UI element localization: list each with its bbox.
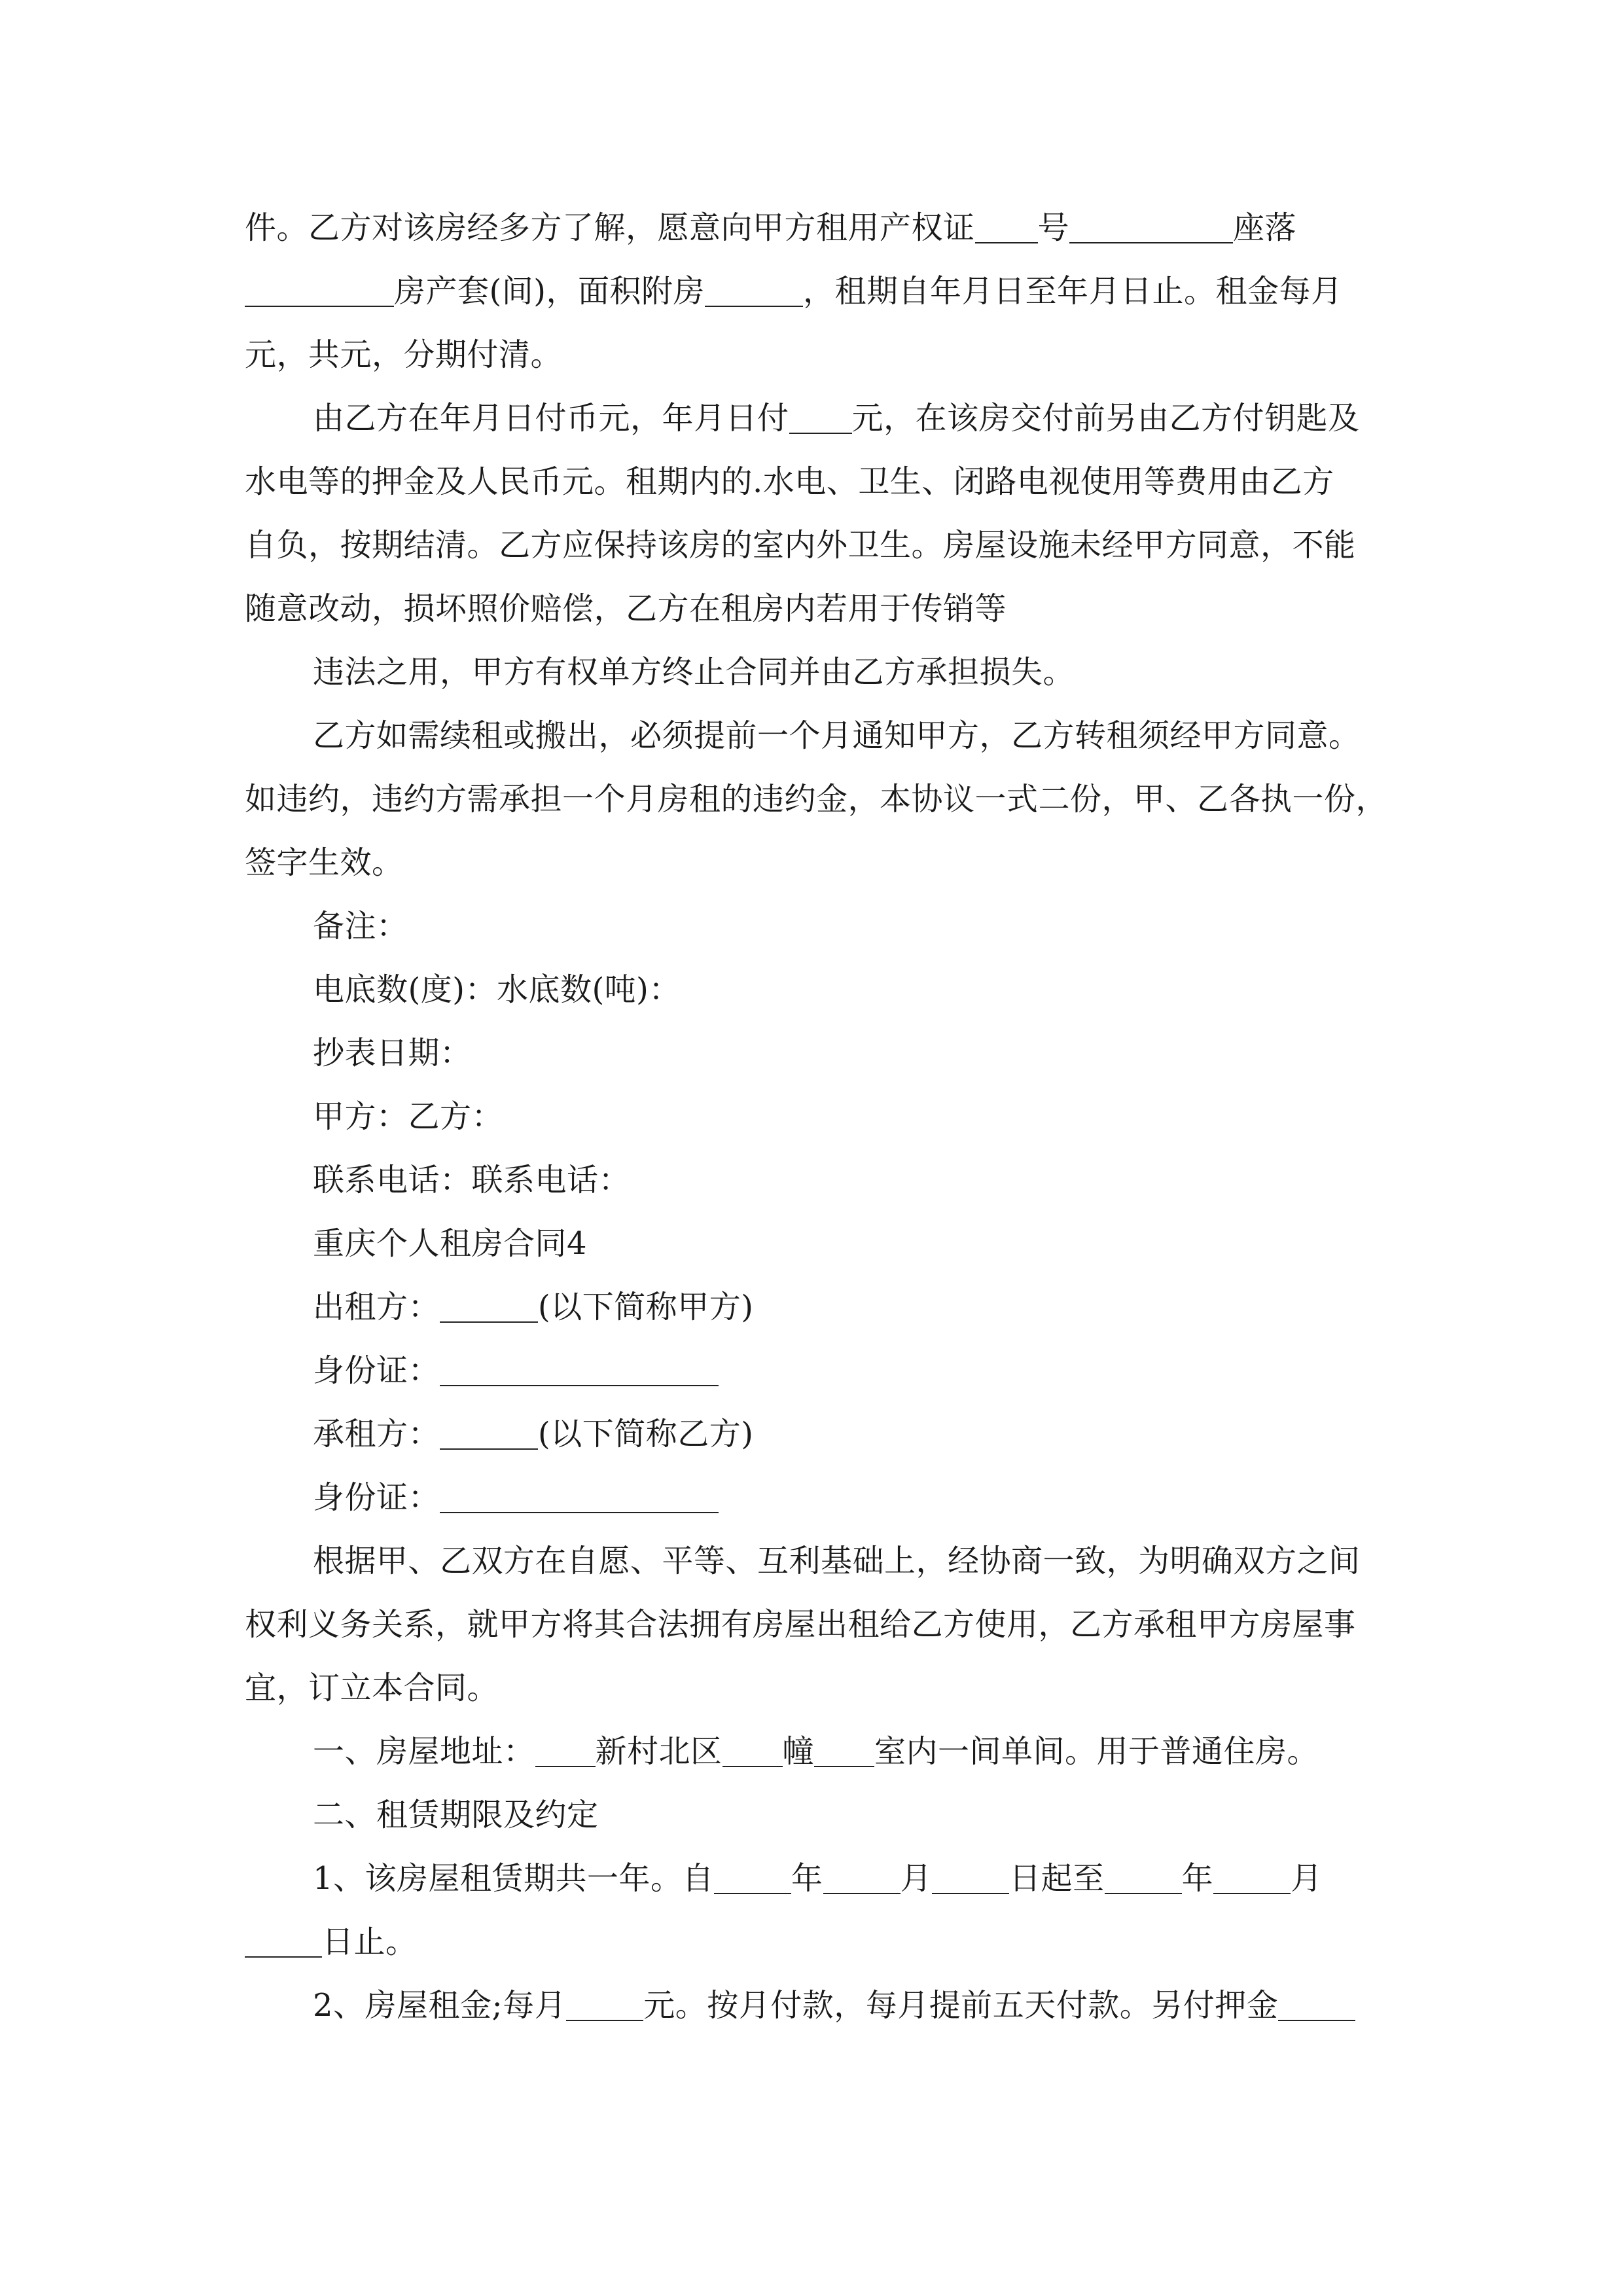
text-segment: 月 xyxy=(900,1860,933,1897)
text-line: 自负，按期结清。乙方应保持该房的室内外卫生。房屋设施未经甲方同意，不能 xyxy=(245,527,1356,564)
text-line: 宜，订立本合同。 xyxy=(245,1670,499,1706)
lessee-id-line xyxy=(245,1466,1397,1530)
blank-line xyxy=(1213,1863,1291,1894)
blank-line xyxy=(245,1926,322,1958)
text-line: 元，共元，分期付清。 xyxy=(245,336,563,373)
blank-line xyxy=(440,1482,719,1513)
lessee-label: 承租方： xyxy=(313,1416,440,1452)
text-line: 水电等的押金及人民币元。租期内的.水电、卫生、闭路电视使用等费用由乙方 xyxy=(245,463,1334,500)
document-body xyxy=(245,196,1397,2037)
id-label: 身份证： xyxy=(313,1479,440,1516)
notes-label: 备注： xyxy=(313,908,408,944)
blank-line xyxy=(535,1736,596,1767)
address-line xyxy=(245,1720,1397,1784)
text-segment: 号 xyxy=(1037,209,1070,246)
text-segment: 新村北区 xyxy=(595,1733,722,1770)
blank-line xyxy=(566,1990,643,2021)
blank-line xyxy=(705,276,803,307)
blank-line xyxy=(440,1355,719,1386)
text-line xyxy=(245,387,1397,450)
text-segment: 元，在该房交付前另由乙方付钥匙及 xyxy=(851,400,1360,437)
text-line xyxy=(245,260,1397,323)
id-label: 身份证： xyxy=(313,1352,440,1389)
text-segment: ，租期自年月日至年月日止。租金每月 xyxy=(802,273,1343,310)
text-segment: 幢 xyxy=(782,1733,815,1770)
text-line: 乙方如需续租或搬出，必须提前一个月通知甲方，乙方转租须经甲方同意。 xyxy=(313,717,1361,754)
text-segment: (以下简称甲方) xyxy=(538,1289,754,1325)
blank-line xyxy=(932,1863,1009,1894)
parties-signature: 甲方：乙方： xyxy=(313,1098,504,1135)
text-line: 根据甲、乙双方在自愿、平等、互利基础上，经协商一致，为明确双方之间 xyxy=(313,1543,1361,1579)
text-segment: 由乙方在年月日付币元，年月日付 xyxy=(313,400,789,437)
text-segment: 座落 xyxy=(1233,209,1297,246)
text-segment: 室内一间单间。用于普通住房。 xyxy=(874,1733,1319,1770)
text-segment: 年 xyxy=(1181,1860,1214,1897)
blank-line xyxy=(975,212,1038,243)
blank-line xyxy=(789,403,852,434)
rent-line xyxy=(245,1974,1397,2037)
text-line: 违法之用，甲方有权单方终止合同并由乙方承担损失。 xyxy=(313,654,1075,691)
contract-title: 重庆个人租房合同4 xyxy=(313,1225,588,1262)
term-line-cont xyxy=(245,1910,1397,1974)
reading-date: 抄表日期： xyxy=(313,1035,472,1071)
text-line: 权利义务关系，就甲方将其合法拥有房屋出租给乙方使用，乙方承租甲方房屋事 xyxy=(245,1606,1356,1643)
text-segment: 日起至 xyxy=(1009,1860,1105,1897)
lessee-line xyxy=(245,1403,1397,1466)
text-segment: (以下简称乙方) xyxy=(538,1416,754,1452)
text-segment: 元。按月付款，每月提前五天付款。另付押金 xyxy=(643,1987,1279,2024)
blank-line xyxy=(245,276,394,307)
blank-line xyxy=(814,1736,874,1767)
text-segment: 日止。 xyxy=(322,1924,418,1960)
blank-line xyxy=(440,1418,538,1450)
lessor-line xyxy=(245,1276,1397,1339)
section-heading: 二、租赁期限及约定 xyxy=(313,1797,599,1833)
lessor-label: 出租方： xyxy=(313,1289,440,1325)
text-line: 签字生效。 xyxy=(245,844,404,881)
lessor-id-line xyxy=(245,1339,1397,1403)
blank-line xyxy=(1278,1990,1355,2021)
term-line xyxy=(245,1847,1397,1910)
meter-readings: 电底数(度)：水底数(吨)： xyxy=(313,971,681,1008)
text-segment: 2、房屋租金;每月 xyxy=(313,1987,567,2024)
text-segment: 房产套(间)，面积附房 xyxy=(394,273,705,310)
blank-line xyxy=(440,1291,538,1323)
blank-line xyxy=(714,1863,791,1894)
text-segment: 件。乙方对该房经多方了解，愿意向甲方租用产权证 xyxy=(245,209,975,246)
blank-line xyxy=(1069,212,1233,243)
text-segment: 1、该房屋租赁期共一年。自 xyxy=(313,1860,715,1897)
text-line xyxy=(245,196,1397,260)
contact-phones: 联系电话：联系电话： xyxy=(313,1162,631,1198)
blank-line xyxy=(823,1863,901,1894)
text-line: 随意改动，损坏照价赔偿，乙方在租房内若用于传销等 xyxy=(245,590,1007,627)
text-segment: 月 xyxy=(1291,1860,1323,1897)
text-line: 如违约，违约方需承担一个月房租的违约金，本协议一式二份，甲、乙各执一份， xyxy=(245,781,1388,817)
blank-line xyxy=(1105,1863,1182,1894)
blank-line xyxy=(722,1736,783,1767)
text-segment: 一、房屋地址： xyxy=(313,1733,535,1770)
text-segment: 年 xyxy=(791,1860,823,1897)
